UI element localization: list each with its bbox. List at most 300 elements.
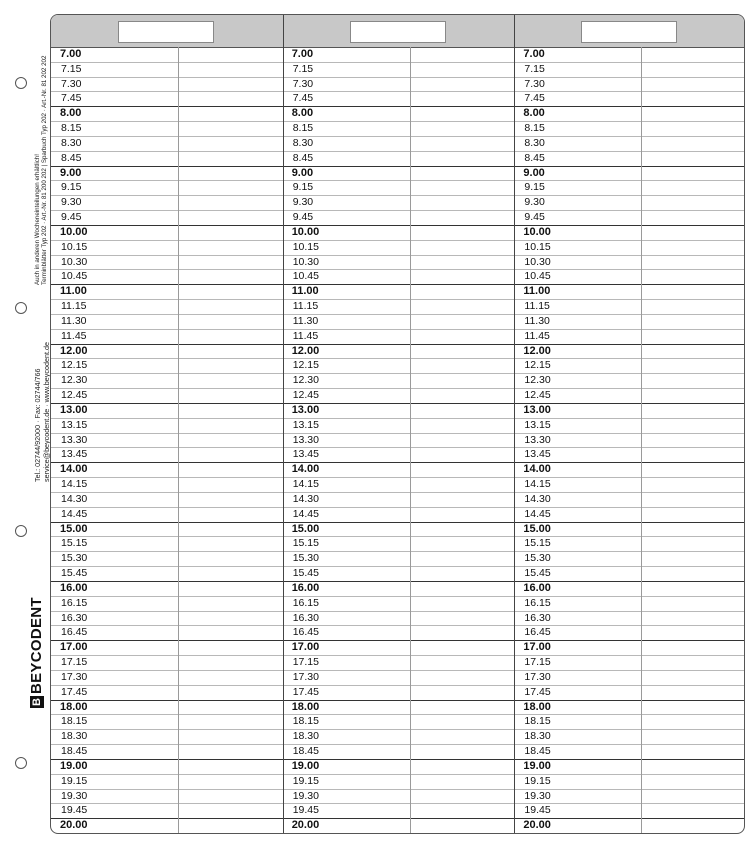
time-slot-row[interactable] [283,789,515,804]
time-label: 20.00 [523,819,551,832]
slot-divider [283,91,515,92]
time-slot-row[interactable] [283,551,515,566]
time-slot-row[interactable] [283,477,515,492]
time-slot-row[interactable] [514,625,745,640]
time-slot-row[interactable] [283,729,515,744]
slot-divider [514,210,745,211]
time-slot-row[interactable] [283,77,515,92]
time-slot-row[interactable] [283,774,515,789]
time-label: 15.15 [524,537,551,550]
slot-divider [51,492,283,493]
time-slot-row[interactable] [51,625,283,640]
slot-divider [514,640,745,641]
time-slot-row[interactable] [514,299,745,314]
time-slot-row[interactable] [283,803,515,818]
slot-divider [283,373,515,374]
time-slot-row[interactable] [51,151,283,166]
time-slot-row[interactable] [283,492,515,507]
slot-divider [283,314,515,315]
slot-divider [283,729,515,730]
time-slot-row[interactable] [514,329,745,344]
day-label-box-2[interactable] [350,21,446,43]
time-slot-row[interactable] [51,329,283,344]
time-slot-row[interactable] [283,136,515,151]
slot-divider [514,91,745,92]
slot-divider [283,685,515,686]
slot-divider [51,91,283,92]
slot-divider [514,388,745,389]
time-slot-row[interactable] [283,269,515,284]
slot-divider [283,655,515,656]
slot-divider [514,492,745,493]
planner-header [51,15,744,48]
time-label: 12.00 [60,344,88,357]
time-slot-row[interactable] [51,551,283,566]
time-slot-row[interactable] [514,166,745,181]
time-slot-row[interactable] [514,180,745,195]
slot-divider [51,640,283,641]
time-label: 7.00 [523,48,545,60]
time-label: 7.00 [60,48,82,60]
slot-divider [283,670,515,671]
time-label: 9.30 [61,196,82,209]
slot-divider [514,551,745,552]
slot-divider [514,447,745,448]
time-slot-row[interactable] [514,507,745,522]
time-slot-row[interactable] [283,225,515,240]
time-slot-row[interactable] [51,62,283,77]
time-label: 7.45 [292,92,314,105]
time-slot-row[interactable] [514,729,745,744]
time-label: 17.45 [524,685,551,698]
slot-divider [283,774,515,775]
time-slot-row[interactable] [514,136,745,151]
time-slot-row[interactable] [51,373,283,388]
time-label: 7.00 [291,48,314,60]
time-label: 12.15 [292,359,319,372]
time-slot-row[interactable] [514,477,745,492]
time-slot-row[interactable] [283,462,515,477]
time-label: 12.15 [61,359,88,372]
time-slot-row[interactable] [283,522,515,537]
time-slot-row[interactable] [514,269,745,284]
time-slot-row[interactable] [514,388,745,403]
slot-divider [283,759,515,760]
time-slot-row[interactable] [514,744,745,759]
slot-divider [514,62,745,63]
time-slot-row[interactable] [51,462,283,477]
slot-divider [514,373,745,374]
time-slot-row[interactable] [51,299,283,314]
time-label: 10.30 [61,255,88,268]
time-slot-row[interactable] [514,700,745,715]
time-slot-row[interactable] [51,536,283,551]
time-slot-row[interactable] [51,714,283,729]
time-slot-row[interactable] [283,210,515,225]
time-slot-row[interactable] [51,477,283,492]
time-slot-row[interactable] [283,655,515,670]
time-slot-row[interactable] [514,462,745,477]
time-slot-row[interactable] [514,774,745,789]
time-slot-row[interactable] [514,121,745,136]
time-label: 16.00 [60,581,88,594]
time-slot-row[interactable] [283,596,515,611]
contact-info [34,342,51,482]
time-slot-row[interactable] [51,744,283,759]
time-label: 11.45 [292,329,319,342]
time-slot-row[interactable] [514,373,745,388]
time-slot-row[interactable] [514,670,745,685]
time-slot-row[interactable] [283,640,515,655]
time-slot-row[interactable] [283,759,515,774]
time-slot-row[interactable] [51,729,283,744]
time-slot-row[interactable] [514,314,745,329]
time-slot-row[interactable] [514,640,745,655]
slot-divider [514,136,745,137]
time-slot-row[interactable] [283,240,515,255]
time-slot-row[interactable] [283,536,515,551]
time-label: 19.30 [524,789,551,802]
time-label: 7.45 [524,92,545,105]
time-label: 15.00 [523,522,551,535]
time-slot-row[interactable] [514,759,745,774]
slot-divider [283,284,515,285]
time-label: 12.00 [291,344,320,357]
time-label: 13.30 [524,433,551,446]
time-slot-row[interactable] [514,581,745,596]
time-label: 13.30 [292,433,319,446]
time-slot-row[interactable] [51,255,283,270]
time-slot-row[interactable] [514,240,745,255]
time-slot-row[interactable] [283,700,515,715]
time-slot-row[interactable] [514,789,745,804]
time-slot-row[interactable] [514,492,745,507]
slot-divider [51,611,283,612]
time-slot-row[interactable] [514,403,745,418]
slot-divider [51,106,283,107]
time-slot-row[interactable] [51,77,283,92]
time-label: 18.30 [61,730,88,743]
slot-divider [283,492,515,493]
time-slot-row[interactable] [514,47,745,62]
time-slot-row[interactable] [283,388,515,403]
time-slot-row[interactable] [51,759,283,774]
time-label: 14.30 [524,492,551,505]
time-slot-row[interactable] [51,418,283,433]
time-slot-row[interactable] [283,151,515,166]
time-slot-row[interactable] [514,225,745,240]
contact-email-web: service@beycodent.de · www.beycodent.de [41,342,51,482]
time-slot-row[interactable] [283,358,515,373]
time-label: 18.15 [524,715,551,728]
time-slot-row[interactable] [283,329,515,344]
time-label: 12.45 [292,389,319,402]
time-slot-row[interactable] [283,121,515,136]
time-label: 18.45 [292,745,319,757]
time-slot-row[interactable] [283,685,515,700]
time-label: 13.15 [292,418,319,431]
slot-divider [283,640,515,641]
slot-divider [51,418,283,419]
time-slot-row[interactable] [51,121,283,136]
time-label: 16.30 [524,611,551,624]
slot-divider [514,269,745,270]
time-slot-row[interactable] [51,106,283,121]
time-slot-row[interactable] [51,136,283,151]
slot-divider [51,329,283,330]
time-slot-row[interactable] [283,566,515,581]
time-label: 10.45 [61,270,88,283]
slot-divider [51,269,283,270]
time-slot-row[interactable] [514,106,745,121]
time-slot-row[interactable] [283,284,515,299]
slot-divider [51,655,283,656]
time-slot-row[interactable] [514,433,745,448]
time-label: 8.45 [524,151,545,164]
slot-divider [51,507,283,508]
time-slot-row[interactable] [283,314,515,329]
product-info [34,56,48,285]
slot-divider [514,255,745,256]
time-slot-row[interactable] [514,344,745,359]
time-slot-row[interactable] [283,91,515,106]
slot-divider [51,581,283,582]
time-slot-row[interactable] [514,358,745,373]
slot-divider [283,299,515,300]
time-label: 14.00 [523,463,551,476]
time-label: 18.15 [292,715,319,728]
time-slot-row[interactable] [514,685,745,700]
time-slot-row[interactable] [51,195,283,210]
binder-hole-3 [15,525,27,537]
time-slot-row[interactable] [51,774,283,789]
time-slot-row[interactable] [51,522,283,537]
time-slot-row[interactable] [283,373,515,388]
time-slot-row[interactable] [283,299,515,314]
time-label: 18.30 [524,730,551,743]
slot-divider [51,358,283,359]
time-slot-row[interactable] [514,655,745,670]
time-slot-row[interactable] [514,596,745,611]
time-label: 10.15 [524,240,551,253]
time-label: 9.00 [523,166,545,179]
time-label: 10.45 [292,270,319,283]
time-label: 7.15 [292,62,314,75]
slot-divider [51,403,283,404]
time-slot-row[interactable] [51,670,283,685]
slot-divider [283,803,515,804]
time-slot-row[interactable] [283,670,515,685]
time-label: 14.15 [524,478,551,491]
slot-divider [514,195,745,196]
time-slot-row[interactable] [283,611,515,626]
time-slot-row[interactable] [51,91,283,106]
time-slot-row[interactable] [514,195,745,210]
time-slot-row[interactable] [283,47,515,62]
time-slot-row[interactable] [51,640,283,655]
slot-divider [51,373,283,374]
time-slot-row[interactable] [283,447,515,462]
time-slot-row[interactable] [51,47,283,62]
time-slot-row[interactable] [283,106,515,121]
time-slot-row[interactable] [51,447,283,462]
time-slot-row[interactable] [51,358,283,373]
time-slot-row[interactable] [283,418,515,433]
time-slot-row[interactable] [51,166,283,181]
time-slot-row[interactable] [514,818,745,833]
time-label: 9.15 [524,181,545,194]
time-label: 17.00 [60,641,88,654]
day-column-1 [51,47,283,833]
time-slot-row[interactable] [283,195,515,210]
time-slot-row[interactable] [514,551,745,566]
time-slot-row[interactable] [51,269,283,284]
time-label: 18.45 [61,745,88,757]
time-slot-row[interactable] [514,522,745,537]
time-label: 15.45 [61,567,88,580]
time-slot-row[interactable] [51,685,283,700]
time-slot-row[interactable] [514,447,745,462]
time-slot-row[interactable] [51,789,283,804]
time-label: 19.15 [524,774,551,787]
time-slot-row[interactable] [51,700,283,715]
time-slot-row[interactable] [283,180,515,195]
time-slot-row[interactable] [51,403,283,418]
slot-divider [283,447,515,448]
day-label-box-3[interactable] [581,21,677,43]
time-slot-row[interactable] [283,166,515,181]
slot-divider [283,596,515,597]
time-label: 20.00 [60,819,88,832]
slot-divider [283,462,515,463]
time-slot-row[interactable] [283,744,515,759]
time-label: 15.30 [292,552,319,565]
slot-divider [514,344,745,345]
time-slot-row[interactable] [51,611,283,626]
time-label: 13.15 [524,418,551,431]
time-slot-row[interactable] [51,492,283,507]
slot-divider [514,433,745,434]
time-slot-row[interactable] [51,240,283,255]
slot-divider [283,121,515,122]
time-label: 15.30 [524,552,551,565]
slot-divider [514,418,745,419]
slot-divider [51,225,283,226]
slot-divider [514,803,745,804]
slot-divider [514,581,745,582]
time-slot-row[interactable] [51,180,283,195]
time-slot-row[interactable] [283,344,515,359]
time-label: 9.45 [61,211,82,224]
time-slot-row[interactable] [514,536,745,551]
time-slot-row[interactable] [514,62,745,77]
time-slot-row[interactable] [514,714,745,729]
time-slot-row[interactable] [514,284,745,299]
time-slot-row[interactable] [51,655,283,670]
slot-divider [514,358,745,359]
slot-divider [514,180,745,181]
time-slot-row[interactable] [51,284,283,299]
time-label: 7.15 [61,62,82,75]
time-slot-row[interactable] [51,581,283,596]
time-slot-row[interactable] [283,62,515,77]
time-slot-row[interactable] [283,581,515,596]
time-slot-row[interactable] [283,433,515,448]
day-column-2 [283,47,515,833]
slot-divider [51,803,283,804]
time-slot-row[interactable] [514,255,745,270]
time-slot-row[interactable] [283,625,515,640]
time-slot-row[interactable] [283,507,515,522]
time-label: 13.00 [523,403,551,416]
time-slot-row[interactable] [51,225,283,240]
time-slot-row[interactable] [51,596,283,611]
time-slot-row[interactable] [51,566,283,581]
time-slot-row[interactable] [51,388,283,403]
time-slot-row[interactable] [514,803,745,818]
time-label: 14.45 [292,507,319,520]
slot-divider [514,625,745,626]
time-slot-row[interactable] [283,714,515,729]
time-label: 11.15 [524,300,550,313]
time-slot-row[interactable] [514,566,745,581]
time-label: 10.00 [60,225,88,238]
time-label: 7.30 [61,77,82,90]
time-slot-row[interactable] [51,803,283,818]
time-slot-row[interactable] [51,314,283,329]
time-slot-row[interactable] [283,818,515,833]
time-label: 11.15 [292,300,319,313]
slot-divider [514,507,745,508]
time-slot-row[interactable] [283,403,515,418]
slot-divider [51,121,283,122]
time-slot-row[interactable] [51,344,283,359]
time-slot-row[interactable] [514,151,745,166]
slot-divider [51,240,283,241]
slot-divider [51,195,283,196]
time-label: 9.15 [61,181,82,194]
time-slot-row[interactable] [514,418,745,433]
time-label: 19.45 [61,804,88,817]
slot-divider [51,433,283,434]
time-slot-row[interactable] [514,91,745,106]
time-slot-row[interactable] [51,818,283,833]
slot-divider [514,299,745,300]
time-slot-row[interactable] [514,77,745,92]
time-slot-row[interactable] [51,507,283,522]
time-label: 10.00 [523,225,551,238]
time-slot-row[interactable] [51,210,283,225]
slot-divider [514,462,745,463]
time-label: 8.30 [292,136,314,149]
time-label: 14.15 [292,478,319,491]
brand-logo [28,597,45,708]
time-slot-row[interactable] [283,255,515,270]
slot-divider [283,180,515,181]
slot-divider [514,522,745,523]
time-label: 7.30 [292,77,314,90]
day-label-box-1[interactable] [118,21,214,43]
contact-phone-fax: Tel.: 02744/92000 · Fax: 02744/766 [33,368,42,482]
time-label: 16.00 [523,581,551,594]
time-label: 14.15 [61,478,88,491]
time-slot-row[interactable] [51,433,283,448]
time-label: 10.15 [61,240,88,253]
time-slot-row[interactable] [514,611,745,626]
time-label: 11.45 [524,329,550,342]
time-slot-row[interactable] [514,210,745,225]
time-label: 7.15 [524,62,545,75]
